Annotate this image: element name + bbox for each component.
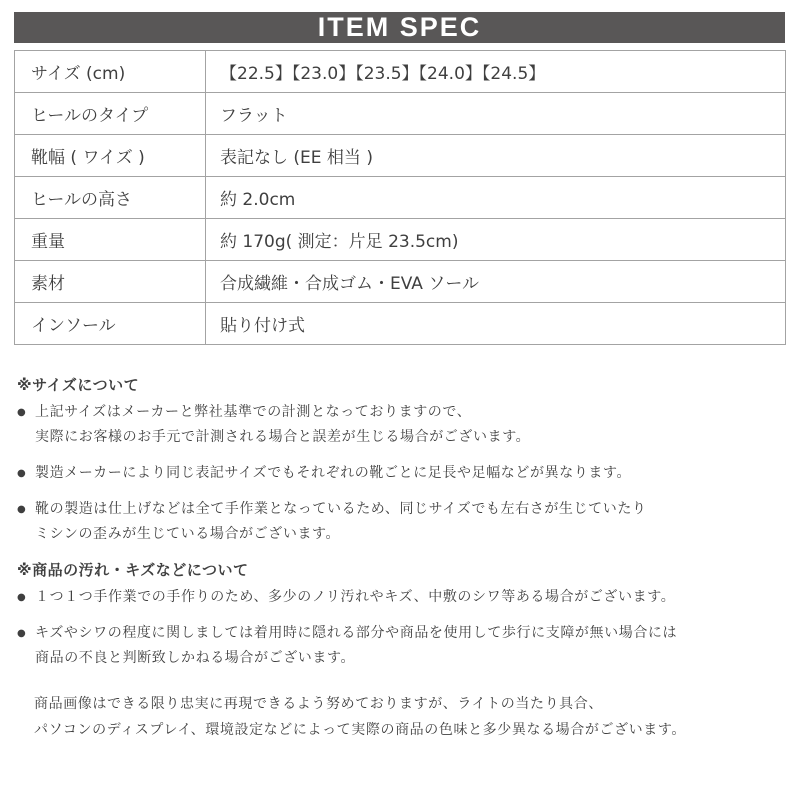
size-note-text: 上記サイズはメーカーと弊社基準での計測となっておりますので、 実際にお客様のお手元で計測される場合と誤差が生じる場合がございます。	[35, 404, 531, 445]
bullet-icon: ●	[17, 407, 26, 418]
size-note-text: 製造メーカーにより同じ表記サイズでもそれぞれの靴ごとに足長や足幅などが異なります。	[35, 465, 632, 481]
spec-value-heel-height: 約 2.0cm	[206, 177, 786, 219]
spec-value-width: 表記なし (EE 相当 )	[206, 135, 786, 177]
spec-table	[14, 50, 786, 345]
table-row	[15, 51, 786, 93]
list-item	[17, 621, 792, 671]
spec-label-material: 素材	[15, 261, 206, 303]
list-item	[17, 585, 792, 610]
list-item	[17, 400, 792, 450]
spec-label-weight: 重量	[15, 219, 206, 261]
color-disclaimer: 商品画像はできる限り忠実に再現できるよう努めておりますが、ライトの当たり具合、 パソコンのディスプレイ、環境設定などによって実際の商品の色味と多少異なる場合がございます。	[34, 696, 686, 738]
table-row	[15, 261, 786, 303]
table-row	[15, 177, 786, 219]
spec-value-insole: 貼り付け式	[206, 303, 786, 345]
table-row	[15, 219, 786, 261]
spec-label-size: サイズ (cm)	[15, 51, 206, 93]
spec-value-material: 合成繊維・合成ゴム・EVA ソール	[206, 261, 786, 303]
table-row	[15, 93, 786, 135]
size-note-text: 靴の製造は仕上げなどは全て手作業となっているため、同じサイズでも左右さが生じていたり ミシンの歪みが生じている場合がございます。	[35, 501, 647, 542]
notes-section	[17, 373, 792, 743]
spec-label-insole: インソール	[15, 303, 206, 345]
list-item	[17, 497, 792, 547]
damage-note-text: １つ１つ手作業での手作りのため、多少のノリ汚れやキズ、中敷のシワ等ある場合がございます。	[35, 589, 676, 605]
spec-value-size: 【22.5】【23.0】【23.5】【24.0】【24.5】	[206, 51, 786, 93]
spec-value-weight: 約 170g( 測定：片足 23.5cm)	[206, 219, 786, 261]
damage-note-text: キズやシワの程度に関しましては着用時に隠れる部分や商品を使用して歩行に支障が無い場合には 商品の不良と判断致しかねる場合がございます。	[35, 625, 678, 666]
table-row	[15, 135, 786, 177]
item-spec-banner: ITEM SPEC	[14, 12, 785, 43]
size-notes-heading: ※サイズについて	[17, 376, 140, 394]
spec-label-width: 靴幅 ( ワイズ )	[15, 135, 206, 177]
spec-label-heel-type: ヒールのタイプ	[15, 93, 206, 135]
damage-notes-heading: ※商品の汚れ・キズなどについて	[17, 561, 249, 579]
bullet-icon: ●	[17, 628, 26, 639]
bullet-icon: ●	[17, 504, 26, 515]
table-row	[15, 303, 786, 345]
bullet-icon: ●	[17, 592, 26, 603]
spec-label-heel-height: ヒールの高さ	[15, 177, 206, 219]
list-item	[17, 461, 792, 486]
spec-value-heel-type: フラット	[206, 93, 786, 135]
bullet-icon: ●	[17, 468, 26, 479]
